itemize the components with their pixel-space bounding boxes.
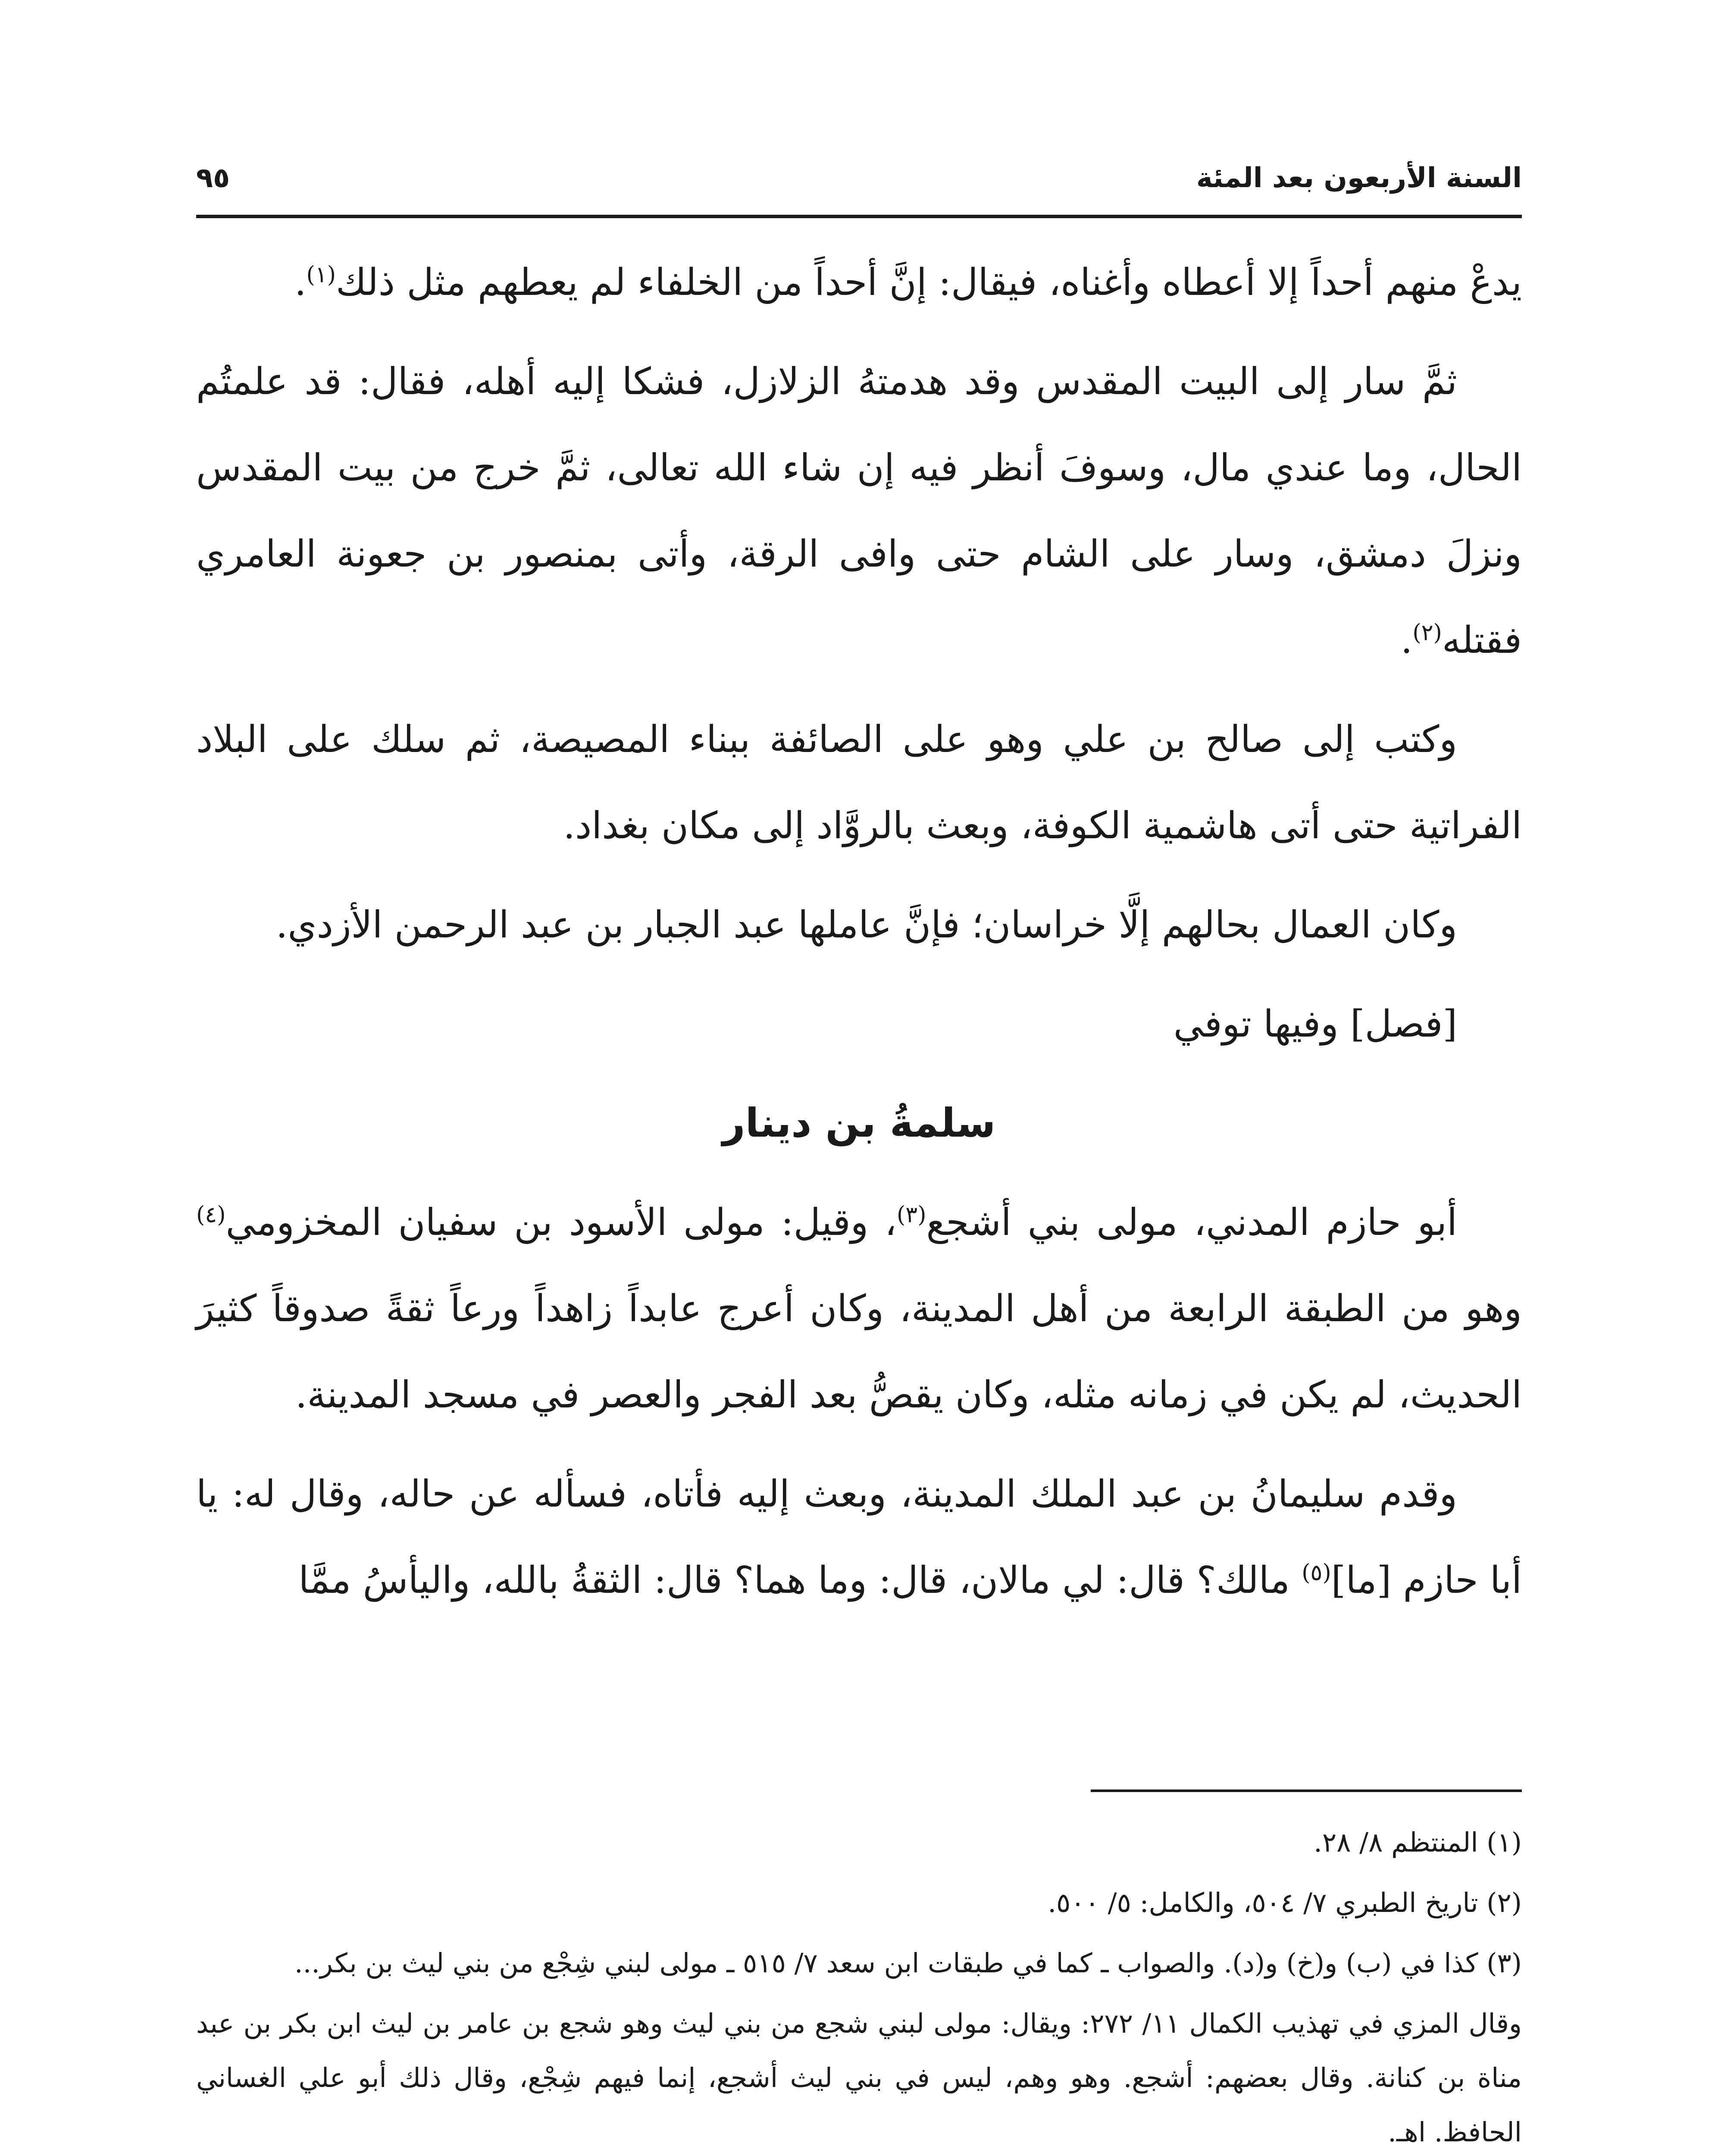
- footnote-1: (١) المنتظم ٨/ ٢٨.: [1314, 1827, 1522, 1858]
- footnote-3-continued: وقال المزي في تهذيب الكمال ١١/ ٢٧٢: ويقال: مولى لبني شجع من بني ليث وهو شجع بن عامر بن ليث ابن بكر بن عبد مناة بن كنانة. وقال بعضهم: أشجع. وهو وهم، ليس في بني ليث أشجع، إنما فيهم شِجْع، وقال ذلك أبو علي الغساني الحافظ. اهـ.: [196, 2008, 1522, 2148]
- footnote-ref-2: (٢): [1412, 620, 1442, 646]
- paragraph-4: وكان العمال بحالهم إلَّا خراسان؛ فإنَّ عاملها عبد الجبار بن عبد الرحمن الأزدي.: [276, 903, 1457, 946]
- running-header: [196, 142, 1522, 194]
- fasl-line: [فصل] وفيها توفي: [1173, 1003, 1457, 1046]
- footnote-3: (٣) كذا في (ب) و(خ) و(د). والصواب ـ كما في طبقات ابن سعد ٧/ ٥١٥ ـ مولى لبني شِجْع من بني ليث بن بكر...: [294, 1947, 1522, 1979]
- footnotes: [196, 1815, 1522, 2156]
- footnote-ref-3: (٣): [896, 1202, 926, 1228]
- footnote-rule: [1091, 1789, 1522, 1792]
- paragraph-3: وكتب إلى صالح بن علي وهو على الصائفة ببناء المصيصة، ثم سلك على البلاد الفراتية حتى أتى هاشمية الكوفة، وبعث بالروَّاد إلى مكان بغداد.: [196, 718, 1522, 847]
- paragraph-2: ثمَّ سار إلى البيت المقدس وقد هدمتهُ الزلازل، فشكا إليه أهله، فقال: قد علمتُم الحال، وما عندي مال، وسوفَ أنظر فيه إن شاء الله تعالى، ثمَّ خرج من بيت المقدس ونزلَ دمشق، وسار على الشام حتى وافى الرقة، وأتى بمنصور بن جعونة العامري فقتله$^{(٢)}$.: [196, 360, 1522, 662]
- main-text: [196, 239, 1522, 1636]
- header-rule: [196, 215, 1522, 218]
- section-title: سلمةُ بن دينار: [722, 1100, 996, 1146]
- footnote-ref-5: (٥): [1302, 1560, 1331, 1586]
- footnote-ref-1: (١): [306, 262, 336, 288]
- running-title: السنة الأربعون بعد المئة: [1196, 162, 1522, 194]
- footnote-ref-4: (٤): [196, 1202, 226, 1228]
- paragraph-1: يدعْ منهم أحداً إلا أعطاه وأغناه، فيقال: إنَّ أحداً من الخلفاء لم يعطهم مثل ذلك$^{(١)}$.: [294, 261, 1522, 304]
- paragraph-7: وقدم سليمانُ بن عبد الملك المدينة، وبعث إليه فأتاه، فسأله عن حاله، وقال له: يا أبا حازم [ما]$^{(٥)}$ مالك؟ قال: لي مالان، قال: وما هما؟ قال: الثقةُ بالله، واليأسُ ممَّا: [196, 1473, 1522, 1602]
- paragraph-6: أبو حازم المدني، مولى بني أشجع$^{(٣)}$، وقيل: مولى الأسود بن سفيان المخزومي$^{(٤)}$ وهو من الطبقة الرابعة من أهل المدينة، وكان أعرج عابداً زاهداً ورعاً ثقةً صدوقاً كثيرَ الحديث، لم يكن في زمانه مثله، وكان يقصُّ بعد الفجر والعصر في مسجد المدينة.: [196, 1201, 1522, 1416]
- footnote-2: (٢) تاريخ الطبري ٧/ ٥٠٤، والكامل: ٥/ ٥٠٠.: [1048, 1887, 1522, 1918]
- page-number: ٩٥: [196, 162, 230, 194]
